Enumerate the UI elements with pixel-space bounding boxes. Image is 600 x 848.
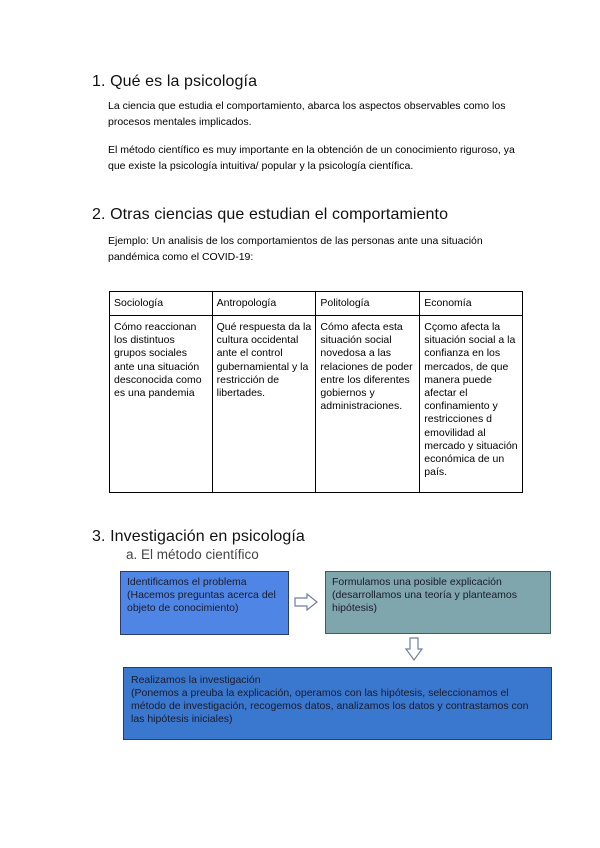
flow-box-3-title: Realizamos la investigación: [131, 674, 261, 686]
table-cell-antropologia: Qué respuesta da la cultura occidental ante el control gubernamiental y la restricción de libertades.: [212, 316, 316, 493]
flow-box-1-title: Identificamos el problema: [127, 576, 247, 588]
flow-box-formulate-explanation: [325, 571, 551, 634]
sciences-table: [109, 291, 523, 493]
table-header-politologia: Politología: [316, 292, 420, 316]
section-3-heading: 3. Investigación en psicología: [92, 528, 305, 545]
section-1-paragraph-1: La ciencia que estudia el comportamiento, abarca los aspectos observables como los procesos mentales implicados.: [108, 100, 506, 128]
table-cell-politologia: Cómo afecta esta situación social novedosa a las relaciones de poder entre los diferentes gobiernos y administraciones.: [316, 316, 420, 493]
table-header-row: [110, 292, 523, 316]
flow-box-3-text: (Ponemos a preuba la explicación, operamos con las hipótesis, seleccionamos el método de investigación, recogemos datos, analizamos los datos y contrastamos con las hipótesis iniciales): [131, 687, 529, 725]
table-header-economia: Economía: [420, 292, 523, 316]
section-1-paragraph-2: El método científico es muy importante en la obtención de un conocimiento riguroso, ya que existe la psicología intuitiva/ popular y la psicología científica.: [108, 144, 515, 172]
flow-box-2-title: Formulamos una posible explicación: [332, 576, 502, 588]
section-2-example: Ejemplo: Un analisis de los comportamientos de las personas ante una situación pandémica como el COVID-19:: [108, 235, 483, 263]
table-header-antropologia: Antropología: [212, 292, 316, 316]
section-1-heading: 1. Qué es la psicología: [92, 73, 258, 90]
right-arrow-icon: [293, 592, 319, 612]
table-cell-sociologia: Cómo reaccionan los distintuos grupos sociales ante una situación desconocida como es una pandemia: [110, 316, 213, 493]
section-3-subheading: a. El método científico: [126, 547, 259, 562]
table-cell-economia: Cçomo afecta la situación social a la confianza en los mercados, de que manera puede afectar el confinamiento y restricciones d emovilidad al mercado y situación económica de un país.: [420, 316, 523, 493]
table-row: [110, 316, 523, 493]
flow-box-research: [123, 667, 552, 740]
flow-box-2-text: (desarrollamos una teoría y planteamos hipótesis): [332, 589, 518, 614]
section-2-heading: 2. Otras ciencias que estudian el comportamiento: [92, 206, 449, 223]
down-arrow-icon: [404, 636, 424, 662]
flow-box-1-text: (Hacemos preguntas acerca del objeto de conocimiento): [127, 589, 276, 614]
flow-box-identify-problem: [120, 571, 289, 635]
table-header-sociologia: Sociología: [110, 292, 213, 316]
